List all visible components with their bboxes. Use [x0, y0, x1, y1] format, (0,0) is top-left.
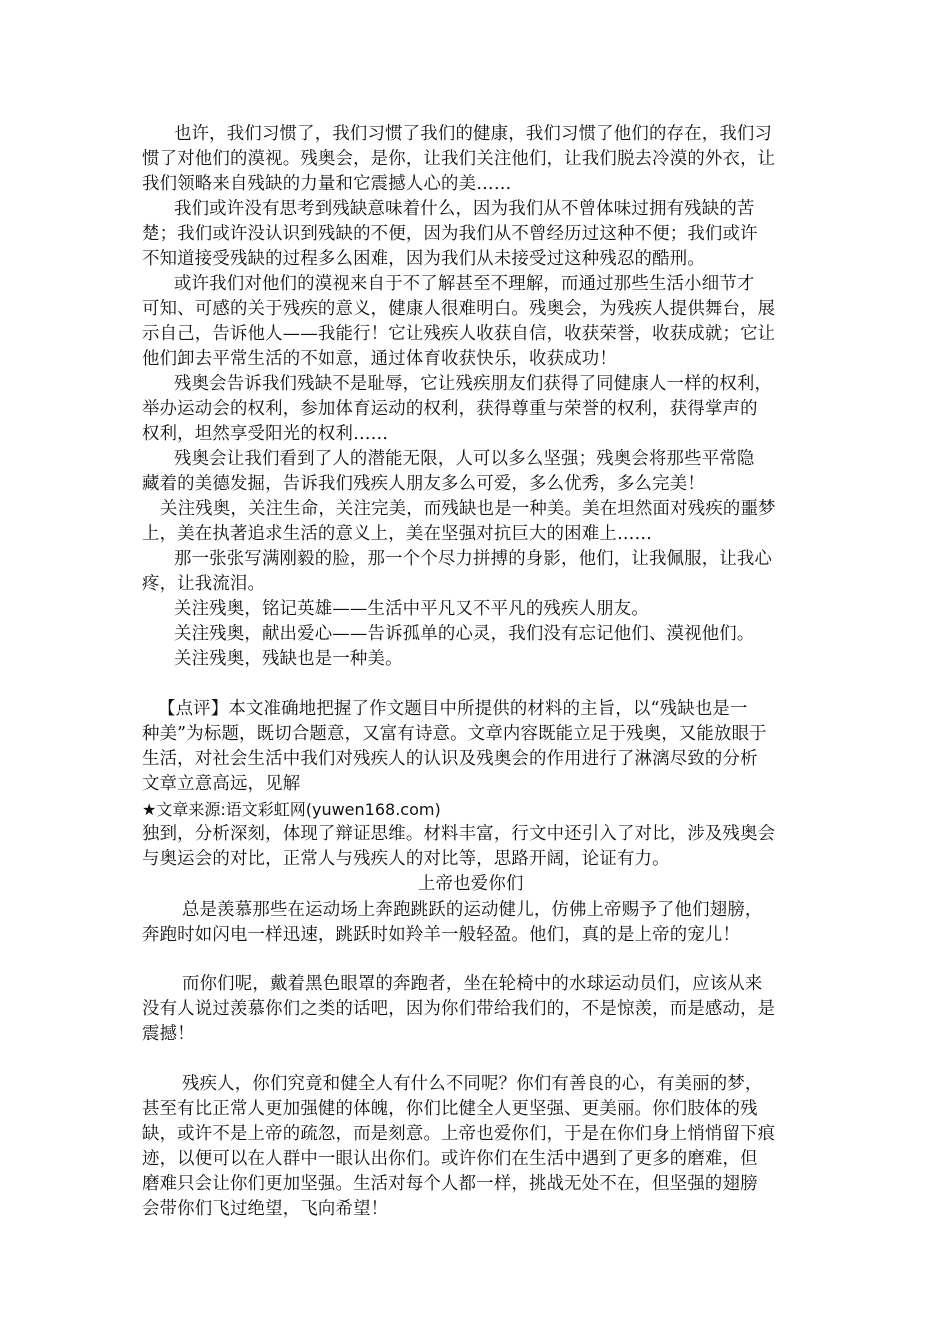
- essay1-line-17: 上，美在执著追求生活的意义上，美在坚强对抗巨大的困难上……: [142, 524, 653, 544]
- essay2-p3-line-6: 会带你们飞过绝望，飞向希望！: [142, 1199, 389, 1219]
- comment-continued-line-2: 与奥运会的对比，正常人与残疾人的对比等，思路开阔，论证有力。: [142, 849, 670, 869]
- essay1-line-15: 藏着的美德发掘，告诉我们残疾人朋友多么可爱，多么优秀，多么完美！: [142, 474, 705, 494]
- essay1-line-21: 关注残奥，献出爱心——告诉孤单的心灵，我们没有忘记他们、漠视他们。: [174, 624, 755, 644]
- essay2-title: 上帝也爱你们: [418, 874, 524, 894]
- essay1-line-4: 我们或许没有思考到残缺意味着什么，因为我们从不曾体味过拥有残缺的苦: [174, 199, 755, 219]
- essay2-p2-line-1: 而你们呢，戴着黑色眼罩的奔跑者，坐在轮椅中的水球运动员们，应该从来: [182, 974, 763, 994]
- essay2-p1-line-2: 奔跑时如闪电一样迅速，跳跃时如羚羊一般轻盈。他们，真的是上帝的宠儿！: [142, 925, 741, 945]
- essay2-p3-line-2: 甚至有比正常人更加强健的体魄，你们比健全人更坚强、更美丽。你们肢体的残: [142, 1099, 758, 1119]
- essay2-p3-line-5: 磨难只会让你们更加坚强。生活对每个人都一样，挑战无处不在，但坚强的翅膀: [142, 1174, 758, 1194]
- essay1-line-10: 他们卸去平常生活的不如意，通过体育收获快乐，收获成功！: [142, 349, 617, 369]
- essay1-line-19: 疼，让我流泪。: [142, 574, 266, 594]
- comment-continued-line-1: 独到，分析深刻，体现了辩证思维。材料丰富，行文中还引入了对比，涉及残奥会: [142, 824, 776, 844]
- essay1-line-13: 权利，坦然享受阳光的权利……: [142, 424, 389, 444]
- essay2-p2-line-3: 震撼！: [142, 1024, 195, 1044]
- essay1-line-11: 残奥会告诉我们残缺不是耻辱，它让残疾朋友们获得了同健康人一样的权利，: [174, 374, 773, 394]
- essay1-line-1: 也许，我们习惯了，我们习惯了我们的健康，我们习惯了他们的存在，我们习: [174, 124, 773, 144]
- essay1-line-8: 可知、可感的关于残疾的意义，健康人很难明白。残奥会，为残疾人提供舞台，展: [142, 299, 776, 319]
- essay1-line-16: 关注残奥，关注生命，关注完美，而残缺也是一种美。美在坦然面对残疾的噩梦: [160, 499, 776, 519]
- comment-line-3: 生活，对社会生活中我们对残疾人的认识及残奥会的作用进行了淋漓尽致的分析: [142, 749, 758, 769]
- essay1-line-18: 那一张张写满刚毅的脸，那一个个尽力拼搏的身影，他们，让我佩服，让我心: [174, 549, 773, 569]
- essay2-p3-line-4: 迹，以便可以在人群中一眼认出你们。或许你们在生活中遇到了更多的磨难，但: [142, 1149, 758, 1169]
- source-line: ★文章来源:语文彩虹网(yuwen168.com): [142, 800, 441, 819]
- essay2-p3-line-3: 缺，或许不是上帝的疏忽，而是刻意。上帝也爱你们，于是在你们身上悄悄留下痕: [142, 1124, 776, 1144]
- essay1-line-12: 举办运动会的权利，参加体育运动的权利，获得尊重与荣誉的权利，获得掌声的: [142, 399, 758, 419]
- essay2-p1-line-1: 总是羡慕那些在运动场上奔跑跳跃的运动健儿，仿佛上帝赐予了他们翅膀，: [182, 900, 763, 920]
- essay2-p2-line-2: 没有人说过羡慕你们之类的话吧，因为你们带给我们的，不是惊羡，而是感动，是: [142, 999, 776, 1019]
- essay1-line-14: 残奥会让我们看到了人的潜能无限，人可以多么坚强；残奥会将那些平常隐: [174, 449, 755, 469]
- essay1-line-3: 我们领略来自残缺的力量和它震撼人心的美……: [142, 174, 512, 194]
- comment-line-2: 种美”为标题，既切合题意，又富有诗意。文章内容既能立足于残奥，又能放眼于: [142, 724, 767, 744]
- essay1-line-5: 楚；我们或许没认识到残缺的不便，因为我们从不曾经历过这种不便；我们或许: [142, 224, 758, 244]
- essay1-line-6: 不知道接受残缺的过程多么困难，因为我们从未接受过这种残忍的酷刑。: [142, 249, 705, 269]
- essay1-line-7: 或许我们对他们的漠视来自于不了解甚至不理解，而通过那些生活小细节才: [174, 274, 755, 294]
- comment-line-4: 文章立意高远，见解: [142, 774, 301, 794]
- essay1-line-9: 示自己，告诉他人——我能行！它让残疾人收获自信，收获荣誉，收获成就；它让: [142, 324, 776, 344]
- essay1-line-2: 惯了对他们的漠视。残奥会，是你，让我们关注他们，让我们脱去冷漠的外衣，让: [142, 149, 776, 169]
- essay2-p3-line-1: 残疾人，你们究竟和健全人有什么不同呢？你们有善良的心，有美丽的梦，: [182, 1074, 763, 1094]
- essay1-line-20: 关注残奥，铭记英雄——生活中平凡又不平凡的残疾人朋友。: [174, 599, 649, 619]
- comment-line-1: 【点评】本文准确地把握了作文题目中所提供的材料的主旨，以“残缺也是一: [158, 699, 748, 719]
- essay1-line-22: 关注残奥，残缺也是一种美。: [174, 649, 403, 669]
